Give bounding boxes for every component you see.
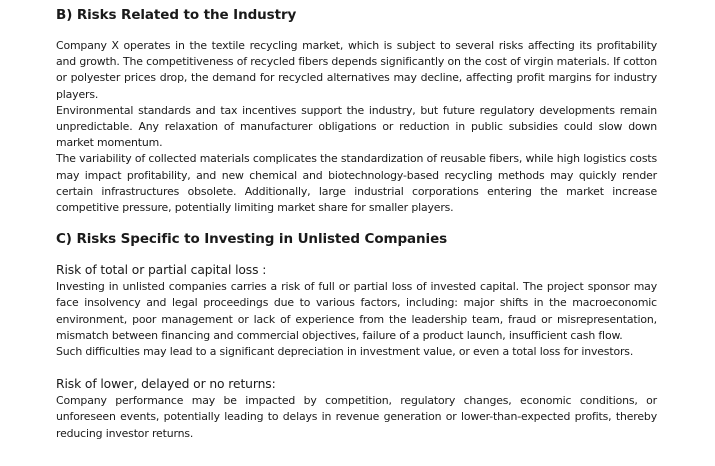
section-b-paragraph-3: The variability of collected materials complicates the standardization of reusable fibers, while high logistics costs may impact profitability, and new chemical and biotechnology-based recycling methods may quickly render certain infrastructures obsolete. Additionally, large industrial corporations entering the market increase competitive pressure, potentially limiting market share for smaller players.: [56, 152, 657, 215]
lower-returns-paragraph-1: Company performance may be impacted by competition, regulatory changes, economic conditions, or unforeseen events, potentially leading to delays in revenue generation or lower-than-expected profits, thereby reducing investor returns.: [56, 394, 657, 440]
section-b-paragraph-2: Environmental standards and tax incentives support the industry, but future regulatory developments remain unpredictable. Any relaxation of manufacturer obligations or reduction in public subsidies could slow down market momentum.: [56, 103, 657, 150]
section-b-heading: B) Risks Related to the Industry: [56, 7, 297, 23]
subsection-capital-loss-heading: Risk of total or partial capital loss :: [56, 263, 267, 278]
capital-loss-paragraph-1: Investing in unlisted companies carries a risk of full or partial loss of invested capital. The project sponsor may face insolvency and legal proceedings due to various factors, including: major shifts in the macroeconomic environment, poor management or lack of experience from the leadership team, fraud or misrepresentation, mismatch between financing and commercial objectives, failure of a product launch, insufficient cash flow.: [56, 280, 657, 342]
section-b-body: [56, 38, 657, 216]
section-b-paragraph-1: Company X operates in the textile recycling market, which is subject to several risks affecting its profitability and growth. The competitiveness of recycled fibers depends significantly on the cost of virgin materials. If cotton or polyester prices drop, the demand for recycled alternatives may decline, affecting profit margins for industry players.: [56, 39, 657, 101]
capital-loss-paragraph-2: Such difficulties may lead to a significant depreciation in investment value, or even a total loss for investors.: [56, 345, 634, 359]
subsection-lower-returns-heading: Risk of lower, delayed or no returns:: [56, 377, 276, 392]
section-c-heading: C) Risks Specific to Investing in Unlisted Companies: [56, 231, 448, 248]
